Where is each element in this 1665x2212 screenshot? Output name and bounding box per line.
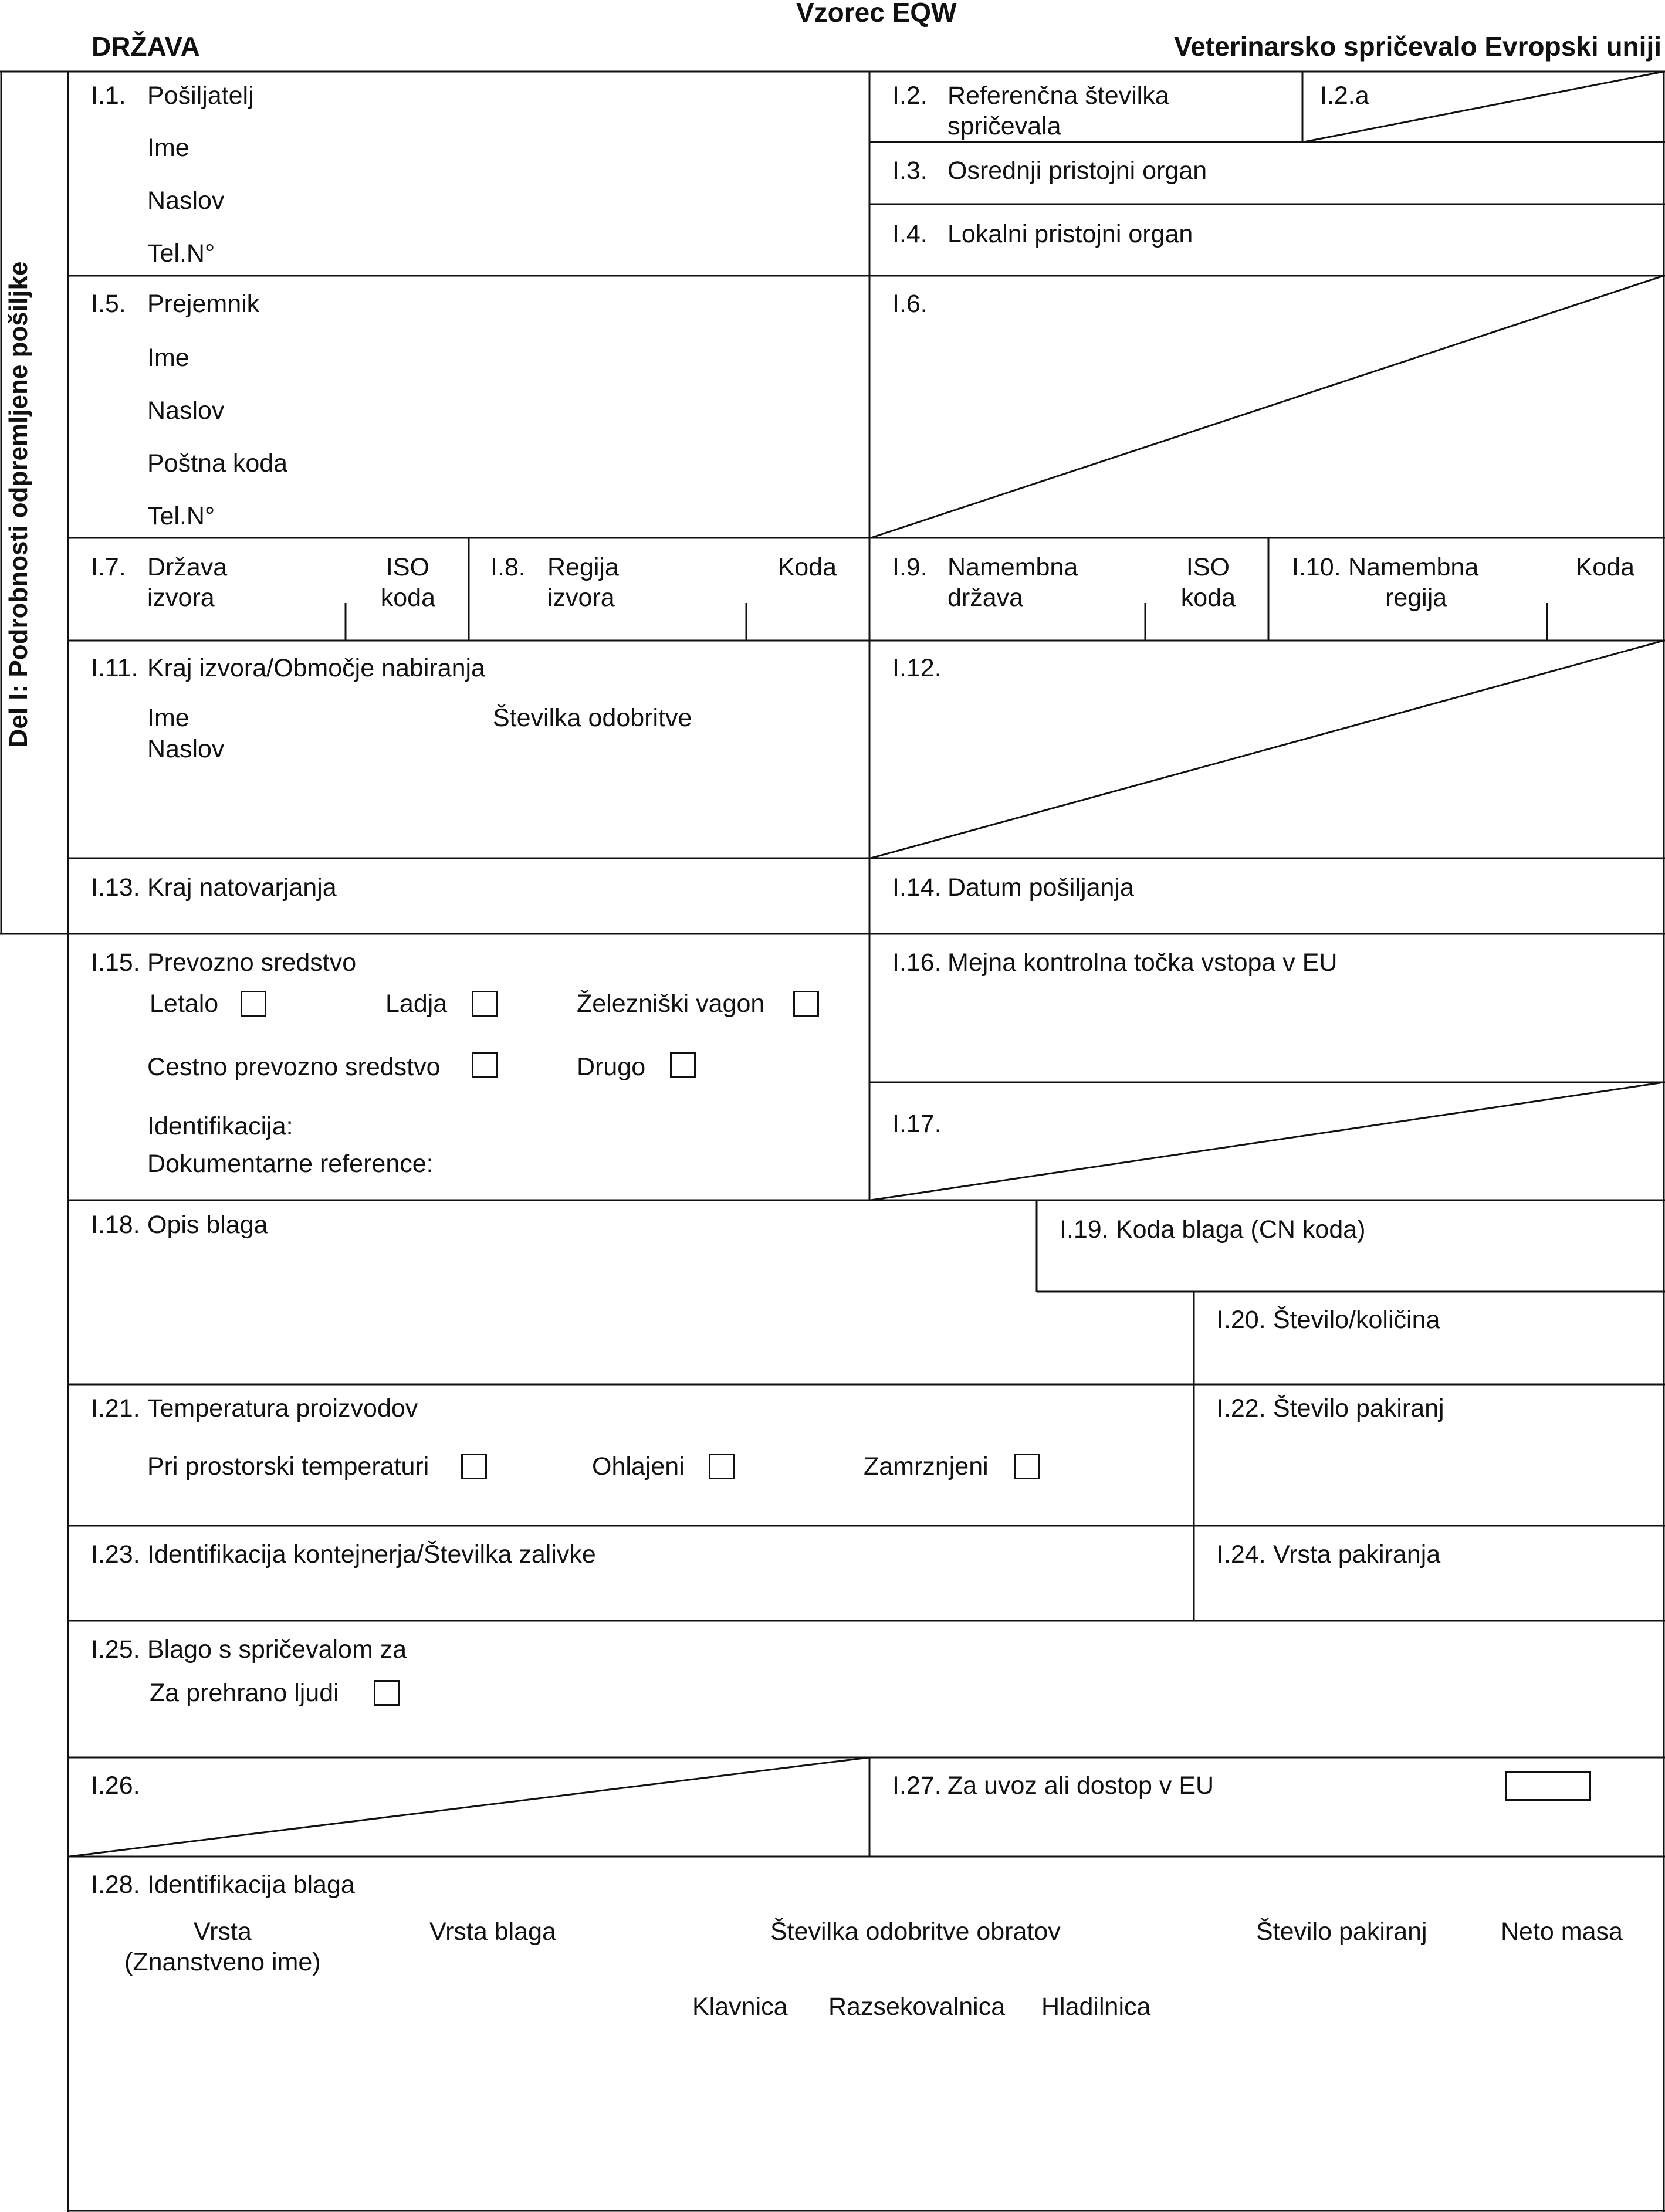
box-i21-option-label-chilled: Ohlajeni bbox=[592, 1452, 685, 1481]
box-i15-doc-refs-label: Dokumentarne reference: bbox=[147, 1150, 434, 1178]
box-i3-title: Osrednji pristojni organ bbox=[947, 157, 1207, 185]
box-i15-railway-checkbox[interactable] bbox=[793, 991, 819, 1017]
box-i4-number: I.4. bbox=[892, 220, 928, 248]
box-i10-title-line2: regija bbox=[1385, 584, 1447, 612]
box-i26-number: I.26. bbox=[91, 1771, 140, 1800]
box-i23-title: Identifikacija kontejnerja/Številka zalivke bbox=[147, 1540, 596, 1569]
model-title: Vzorec EQW bbox=[796, 0, 957, 28]
box-i21-ambient-checkbox[interactable] bbox=[461, 1454, 487, 1479]
box-i27-input-field[interactable] bbox=[1505, 1771, 1591, 1801]
box-i11-name-label: Ime bbox=[147, 704, 189, 732]
box-i15-identification-label: Identifikacija: bbox=[147, 1112, 293, 1140]
box-i5-name-label: Ime bbox=[147, 344, 189, 372]
box-i28-sub-cold-store: Hladilnica bbox=[1041, 1993, 1151, 2021]
box-i28-col-packages: Število pakiranj bbox=[1256, 1918, 1427, 1946]
box-i14-number: I.14. bbox=[892, 873, 942, 902]
box-i15-option-label-ship: Ladja bbox=[385, 990, 448, 1018]
box-i11-address-label: Naslov bbox=[147, 735, 225, 763]
certificate-title: Veterinarsko spričevalo Evropski uniji bbox=[1174, 31, 1661, 62]
box-i15-option-label-other: Drugo bbox=[577, 1053, 646, 1081]
box-i20-title: Število/količina bbox=[1273, 1306, 1440, 1334]
box-i5-tel-label: Tel.N° bbox=[147, 502, 215, 530]
box-i1-name-label: Ime bbox=[147, 134, 189, 162]
box-i15-ship-checkbox[interactable] bbox=[472, 991, 498, 1017]
box-i22-number: I.22. bbox=[1217, 1394, 1266, 1422]
box-i10-number: I.10. bbox=[1292, 553, 1341, 581]
box-i8-title-line2: izvora bbox=[547, 584, 615, 612]
box-i16-number: I.16. bbox=[892, 949, 942, 977]
box-i15-road-checkbox[interactable] bbox=[472, 1052, 498, 1078]
box-i24-title: Vrsta pakiranja bbox=[1273, 1540, 1441, 1569]
box-i8-number: I.8. bbox=[490, 553, 526, 581]
box-i18-title: Opis blaga bbox=[147, 1211, 268, 1239]
box-i17-number: I.17. bbox=[892, 1110, 942, 1138]
box-i28-number: I.28. bbox=[91, 1871, 140, 1899]
part-one-side-label: Del I: Podrobnosti odpremljene pošiljke bbox=[4, 261, 33, 748]
box-i15-number: I.15. bbox=[91, 949, 140, 977]
box-i5-address-label: Naslov bbox=[147, 397, 225, 425]
box-i2-number: I.2. bbox=[892, 82, 928, 110]
box-i21-chilled-checkbox[interactable] bbox=[709, 1454, 735, 1479]
box-i24-number: I.24. bbox=[1217, 1540, 1266, 1569]
box-i3-number: I.3. bbox=[892, 157, 928, 185]
box-i5-title: Prejemnik bbox=[147, 290, 260, 318]
box-i25-number: I.25. bbox=[91, 1635, 140, 1664]
box-i4-title: Lokalni pristojni organ bbox=[947, 220, 1193, 248]
box-i15-option-label-road: Cestno prevozno sredstvo bbox=[147, 1053, 441, 1081]
box-i21-option-label-frozen: Zamrznjeni bbox=[864, 1452, 989, 1481]
box-i28-sub-slaughterhouse: Klavnica bbox=[692, 1993, 788, 2021]
box-i21-frozen-checkbox[interactable] bbox=[1014, 1454, 1040, 1479]
box-i28-title: Identifikacija blaga bbox=[147, 1871, 355, 1899]
box-i15-title: Prevozno sredstvo bbox=[147, 949, 357, 977]
box-i21-title: Temperatura proizvodov bbox=[147, 1394, 418, 1422]
box-i11-number: I.11. bbox=[91, 654, 138, 682]
box-i5-postal-label: Poštna koda bbox=[147, 449, 288, 477]
box-i1-title: Pošiljatelj bbox=[147, 82, 254, 110]
box-i7-iso-line2: koda bbox=[380, 584, 435, 612]
box-i15-option-label-railway: Železniški vagon bbox=[577, 990, 765, 1018]
box-i7-iso-line1: ISO bbox=[385, 553, 429, 581]
box-i2a-number: I.2.a bbox=[1320, 82, 1369, 110]
box-i23-number: I.23. bbox=[91, 1540, 140, 1569]
box-i11-approval-label: Številka odobritve bbox=[493, 704, 692, 732]
box-i14-title: Datum pošiljanja bbox=[947, 873, 1134, 902]
box-i7-number: I.7. bbox=[91, 553, 126, 581]
box-i10-code: Koda bbox=[1575, 553, 1634, 581]
box-i27-number: I.27. bbox=[892, 1771, 942, 1800]
box-i28-col-species-line1: Vrsta bbox=[194, 1918, 252, 1946]
box-i1-number: I.1. bbox=[91, 82, 126, 110]
box-i25-option-label-human-consumption: Za prehrano ljudi bbox=[150, 1679, 339, 1707]
box-i16-title: Mejna kontrolna točka vstopa v EU bbox=[947, 949, 1338, 977]
box-i21-option-label-ambient: Pri prostorski temperaturi bbox=[147, 1452, 429, 1481]
box-i19-title: Koda blaga (CN koda) bbox=[1116, 1215, 1366, 1244]
box-i8-title-line1: Regija bbox=[547, 553, 619, 581]
box-i2-title-line1: Referenčna številka bbox=[947, 82, 1169, 110]
box-i22-title: Število pakiranj bbox=[1273, 1394, 1444, 1422]
box-i15-aircraft-checkbox[interactable] bbox=[241, 991, 266, 1017]
box-i28-col-net-weight: Neto masa bbox=[1501, 1918, 1623, 1946]
box-i5-number: I.5. bbox=[91, 290, 126, 318]
country-label: DRŽAVA bbox=[92, 31, 200, 62]
box-i9-iso-line2: koda bbox=[1180, 584, 1236, 612]
box-i25-human-consumption-checkbox[interactable] bbox=[374, 1680, 400, 1706]
box-i13-number: I.13. bbox=[91, 873, 140, 902]
box-i7-title-line1: Država bbox=[147, 553, 228, 581]
box-i28-sub-cutting-plant: Razsekovalnica bbox=[828, 1993, 1006, 2021]
box-i9-number: I.9. bbox=[892, 553, 928, 581]
box-i7-title-line2: izvora bbox=[147, 584, 215, 612]
box-i28-col-species-line2: (Znanstveno ime) bbox=[124, 1948, 321, 1976]
box-i9-iso-line1: ISO bbox=[1186, 553, 1230, 581]
box-i27-title: Za uvoz ali dostop v EU bbox=[947, 1771, 1214, 1800]
box-i12-number: I.12. bbox=[892, 654, 942, 682]
box-i19-number: I.19. bbox=[1060, 1215, 1109, 1244]
box-i8-code: Koda bbox=[777, 553, 837, 581]
box-i11-title: Kraj izvora/Območje nabiranja bbox=[147, 654, 485, 682]
box-i15-other-checkbox[interactable] bbox=[670, 1052, 696, 1078]
box-i13-title: Kraj natovarjanja bbox=[147, 873, 337, 902]
box-i15-option-label-aircraft: Letalo bbox=[150, 990, 219, 1018]
box-i21-number: I.21. bbox=[91, 1394, 140, 1422]
box-i28-col-approval-number: Številka odobritve obratov bbox=[770, 1918, 1061, 1946]
box-i25-title: Blago s spričevalom za bbox=[147, 1635, 407, 1664]
box-i28-col-commodity-type: Vrsta blaga bbox=[429, 1918, 556, 1946]
box-i10-title-line1: Namembna bbox=[1348, 553, 1479, 581]
box-i1-address-label: Naslov bbox=[147, 187, 225, 215]
box-i2-title-line2: spričevala bbox=[947, 112, 1061, 140]
box-i18-number: I.18. bbox=[91, 1211, 140, 1239]
box-i1-tel-label: Tel.N° bbox=[147, 239, 215, 267]
box-i20-number: I.20. bbox=[1217, 1306, 1266, 1334]
box-i9-title-line1: Namembna bbox=[947, 553, 1078, 581]
box-i6-number: I.6. bbox=[892, 290, 928, 318]
box-i9-title-line2: država bbox=[947, 584, 1024, 612]
